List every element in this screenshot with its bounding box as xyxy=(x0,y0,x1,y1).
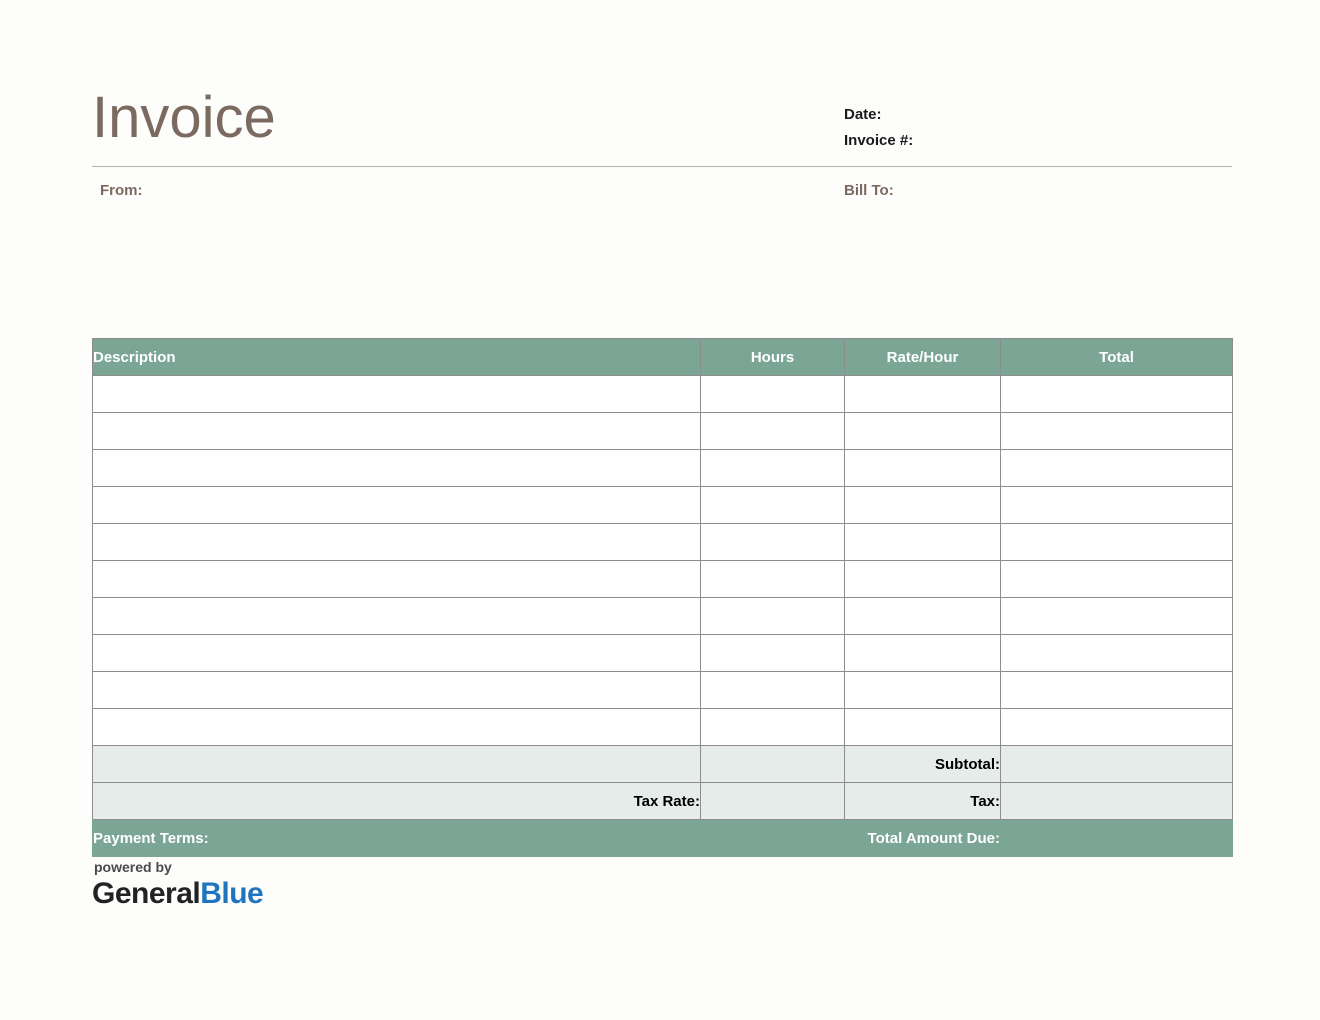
tax-value[interactable] xyxy=(1001,783,1233,820)
table-row xyxy=(93,376,1233,413)
line-item-total[interactable] xyxy=(1001,598,1233,635)
line-item-total[interactable] xyxy=(1001,376,1233,413)
line-item-total[interactable] xyxy=(1001,561,1233,598)
tax-row xyxy=(93,783,1233,820)
line-item-hours[interactable] xyxy=(701,450,845,487)
address-row xyxy=(92,182,1232,206)
line-item-description[interactable] xyxy=(93,376,701,413)
bill-to-label: Bill To: xyxy=(844,182,894,199)
line-item-total[interactable] xyxy=(1001,413,1233,450)
total-amount-due-label: Total Amount Due: xyxy=(701,820,1001,857)
table-body xyxy=(93,376,1233,746)
line-item-total[interactable] xyxy=(1001,524,1233,561)
line-item-hours[interactable] xyxy=(701,672,845,709)
line-items-table-wrapper xyxy=(92,338,1232,857)
table-header xyxy=(93,339,1233,376)
tax-label: Tax: xyxy=(845,783,1001,820)
line-item-rate[interactable] xyxy=(845,709,1001,746)
column-header-rate: Rate/Hour xyxy=(845,339,1001,376)
line-item-description[interactable] xyxy=(93,450,701,487)
column-header-hours: Hours xyxy=(701,339,845,376)
payment-terms-label: Payment Terms: xyxy=(93,820,701,857)
subtotal-row xyxy=(93,746,1233,783)
line-item-hours[interactable] xyxy=(701,524,845,561)
line-item-description[interactable] xyxy=(93,635,701,672)
line-item-total[interactable] xyxy=(1001,672,1233,709)
line-item-hours[interactable] xyxy=(701,561,845,598)
table-row xyxy=(93,635,1233,672)
table-row xyxy=(93,709,1233,746)
total-amount-due-value[interactable] xyxy=(1001,820,1233,857)
from-label: From: xyxy=(100,182,143,199)
total-row xyxy=(93,820,1233,857)
tax-rate-value[interactable] xyxy=(701,783,845,820)
brand-name-second: Blue xyxy=(200,877,264,910)
line-item-rate[interactable] xyxy=(845,450,1001,487)
line-item-rate[interactable] xyxy=(845,672,1001,709)
footer-branding xyxy=(92,858,492,912)
table-row xyxy=(93,561,1233,598)
line-item-description[interactable] xyxy=(93,487,701,524)
table-row xyxy=(93,413,1233,450)
invoice-number-label: Invoice #: xyxy=(844,132,914,149)
line-item-rate[interactable] xyxy=(845,561,1001,598)
brand-logo xyxy=(92,876,492,912)
line-item-hours[interactable] xyxy=(701,635,845,672)
line-item-total[interactable] xyxy=(1001,709,1233,746)
line-item-rate[interactable] xyxy=(845,598,1001,635)
line-item-total[interactable] xyxy=(1001,487,1233,524)
line-item-total[interactable] xyxy=(1001,450,1233,487)
table-header-row xyxy=(93,339,1233,376)
table-row xyxy=(93,487,1233,524)
column-header-description: Description xyxy=(93,339,701,376)
powered-by-label: powered by xyxy=(94,859,172,875)
line-item-rate[interactable] xyxy=(845,413,1001,450)
line-item-rate[interactable] xyxy=(845,487,1001,524)
line-item-rate[interactable] xyxy=(845,524,1001,561)
line-item-rate[interactable] xyxy=(845,376,1001,413)
table-row xyxy=(93,524,1233,561)
subtotal-row-blank-description[interactable] xyxy=(93,746,701,783)
line-item-description[interactable] xyxy=(93,672,701,709)
line-item-hours[interactable] xyxy=(701,376,845,413)
line-item-description[interactable] xyxy=(93,524,701,561)
header-divider xyxy=(92,166,1232,167)
line-item-description[interactable] xyxy=(93,709,701,746)
tax-rate-label: Tax Rate: xyxy=(93,783,701,820)
line-item-hours[interactable] xyxy=(701,709,845,746)
line-item-description[interactable] xyxy=(93,598,701,635)
line-item-hours[interactable] xyxy=(701,413,845,450)
subtotal-value[interactable] xyxy=(1001,746,1233,783)
subtotal-label: Subtotal: xyxy=(845,746,1001,783)
line-item-hours[interactable] xyxy=(701,598,845,635)
invoice-table xyxy=(92,338,1233,857)
line-item-rate[interactable] xyxy=(845,635,1001,672)
column-header-total: Total xyxy=(1001,339,1233,376)
invoice-meta xyxy=(844,102,1232,154)
invoice-header xyxy=(92,86,1232,166)
table-row xyxy=(93,450,1233,487)
brand-name-first: General xyxy=(92,877,201,910)
address-fields-area[interactable] xyxy=(92,206,1232,326)
table-row xyxy=(93,672,1233,709)
table-summary xyxy=(93,746,1233,857)
table-row xyxy=(93,598,1233,635)
subtotal-row-blank-hours[interactable] xyxy=(701,746,845,783)
line-item-description[interactable] xyxy=(93,413,701,450)
date-label: Date: xyxy=(844,106,882,123)
line-item-total[interactable] xyxy=(1001,635,1233,672)
page-title: Invoice xyxy=(92,85,276,150)
line-item-description[interactable] xyxy=(93,561,701,598)
line-item-hours[interactable] xyxy=(701,487,845,524)
